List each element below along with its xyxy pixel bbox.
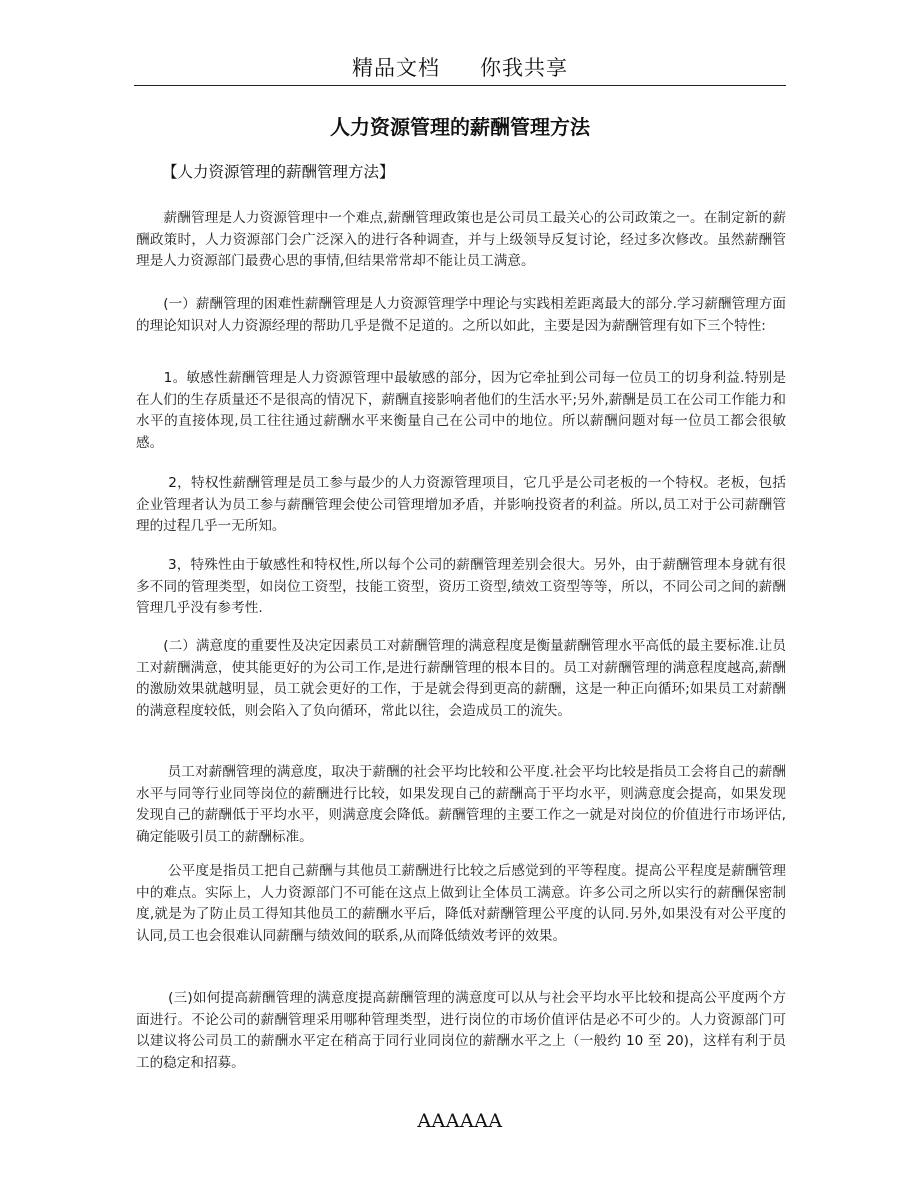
paragraph-section-1: (一）薪酬管理的困难性薪酬管理是人力资源管理学中理论与实践相差距离最大的部分.学习薪酬管理方面的理论知识对人力资源经理的帮助几乎是微不足道的。之所以如此，主要是因为薪酬管理有如下三个特性: [136, 296, 786, 334]
paragraph-section-3: (三)如何提高薪酬管理的满意度提高薪酬管理的满意度可以从与社会平均水平比较和提高公平度两个方面进行。不论公司的薪酬管理采用哪种管理类型，进行岗位的市场价值评估是必不可少的。人力资源部门可以建议将公司员工的薪酬水平定在稍高于同行业同岗位的薪酬水平之上（一般约 10 至 20)，这样有利于员工的稳定和招募。 [136, 990, 786, 1071]
paragraph-satisfaction: 员工对薪酬管理的满意度，取决于薪酬的社会平均比较和公平度.社会平均比较是指员工会将自己的薪酬水平与同等行业同等岗位的薪酬进行比较，如果发现自己的薪酬高于平均水平，则满意度会提高，如果发现发现自己的薪酬低于平均水平，则满意度会降低。薪酬管理的主要工作之一就是对岗位的价值进行市场评估,确定能吸引员工的薪酬标准。 [136, 764, 786, 845]
page-footer: AAAAAA [417, 1110, 503, 1132]
header-divider [134, 85, 786, 86]
paragraph-privilege: 2，特权性薪酬管理是员工参与最少的人力资源管理项目，它几乎是公司老板的一个特权。老板，包括企业管理者认为员工参与薪酬管理会使公司管理增加矛盾，并影响投资者的利益。所以,员工对于公司薪酬管理的过程几乎一无所知。 [136, 475, 786, 534]
page-header [134, 52, 786, 82]
paragraph-sensitivity: 1。敏感性薪酬管理是人力资源管理中最敏感的部分，因为它牵扯到公司每一位员工的切身利益.特别是在人们的生存质量还不是很高的情况下，薪酬直接影响者他们的生活水平;另外,薪酬是员工在公司工作能力和水平的直接体现,员工往往通过薪酬水平来衡量自己在公司中的地位。所以薪酬问题对每一位员工都会很敏感。 [136, 370, 786, 451]
paragraph-specialty: 3，特殊性由于敏感性和特权性,所以每个公司的薪酬管理差别会很大。另外，由于薪酬管理本身就有很多不同的管理类型，如岗位工资型，技能工资型，资历工资型,绩效工资型等等，所以，不同公司之间的薪酬管理几乎没有参考性. [136, 557, 786, 616]
paragraph-fairness: 公平度是指员工把自己薪酬与其他员工薪酬进行比较之后感觉到的平等程度。提高公平程度是薪酬管理中的难点。实际上，人力资源部门不可能在这点上做到让全体员工满意。许多公司之所以实行的薪酬保密制度,就是为了防止员工得知其他员工的薪酬水平后，降低对薪酬管理公平度的认同.另外,如果没有对公平度的认同,员工也会很难认同薪酬与绩效间的联系,从而降低绩效考评的效果。 [136, 863, 786, 944]
header-right-text: 你我共享 [480, 56, 568, 80]
document-title: 人力资源管理的薪酬管理方法 [330, 115, 590, 139]
paragraph-section-2: (二）满意度的重要性及决定因素员工对薪酬管理的满意程度是衡量薪酬管理水平高低的最主要标准.让员工对薪酬满意，使其能更好的为公司工作,是进行薪酬管理的根本目的。员工对薪酬管理的满意程度越高,薪酬的激励效果就越明显，员工就会更好的工作，于是就会得到更高的薪酬，这是一种正向循环;如果员工对薪酬的满意程度较低，则会陷入了负向循环，常此以往，会造成员工的流失。 [136, 638, 786, 719]
header-left-text: 精品文档 [352, 56, 440, 80]
document-subtitle: 【人力资源管理的薪酬管理方法】 [162, 163, 395, 181]
paragraph-intro: 薪酬管理是人力资源管理中一个难点,薪酬管理政策也是公司员工最关心的公司政策之一。在制定新的薪酬政策时，人力资源部门会广泛深入的进行各种调查，并与上级领导反复讨论，经过多次修改。虽然薪酬管理是人力资源部门最费心思的事情,但结果常常却不能让员工满意。 [136, 210, 786, 269]
